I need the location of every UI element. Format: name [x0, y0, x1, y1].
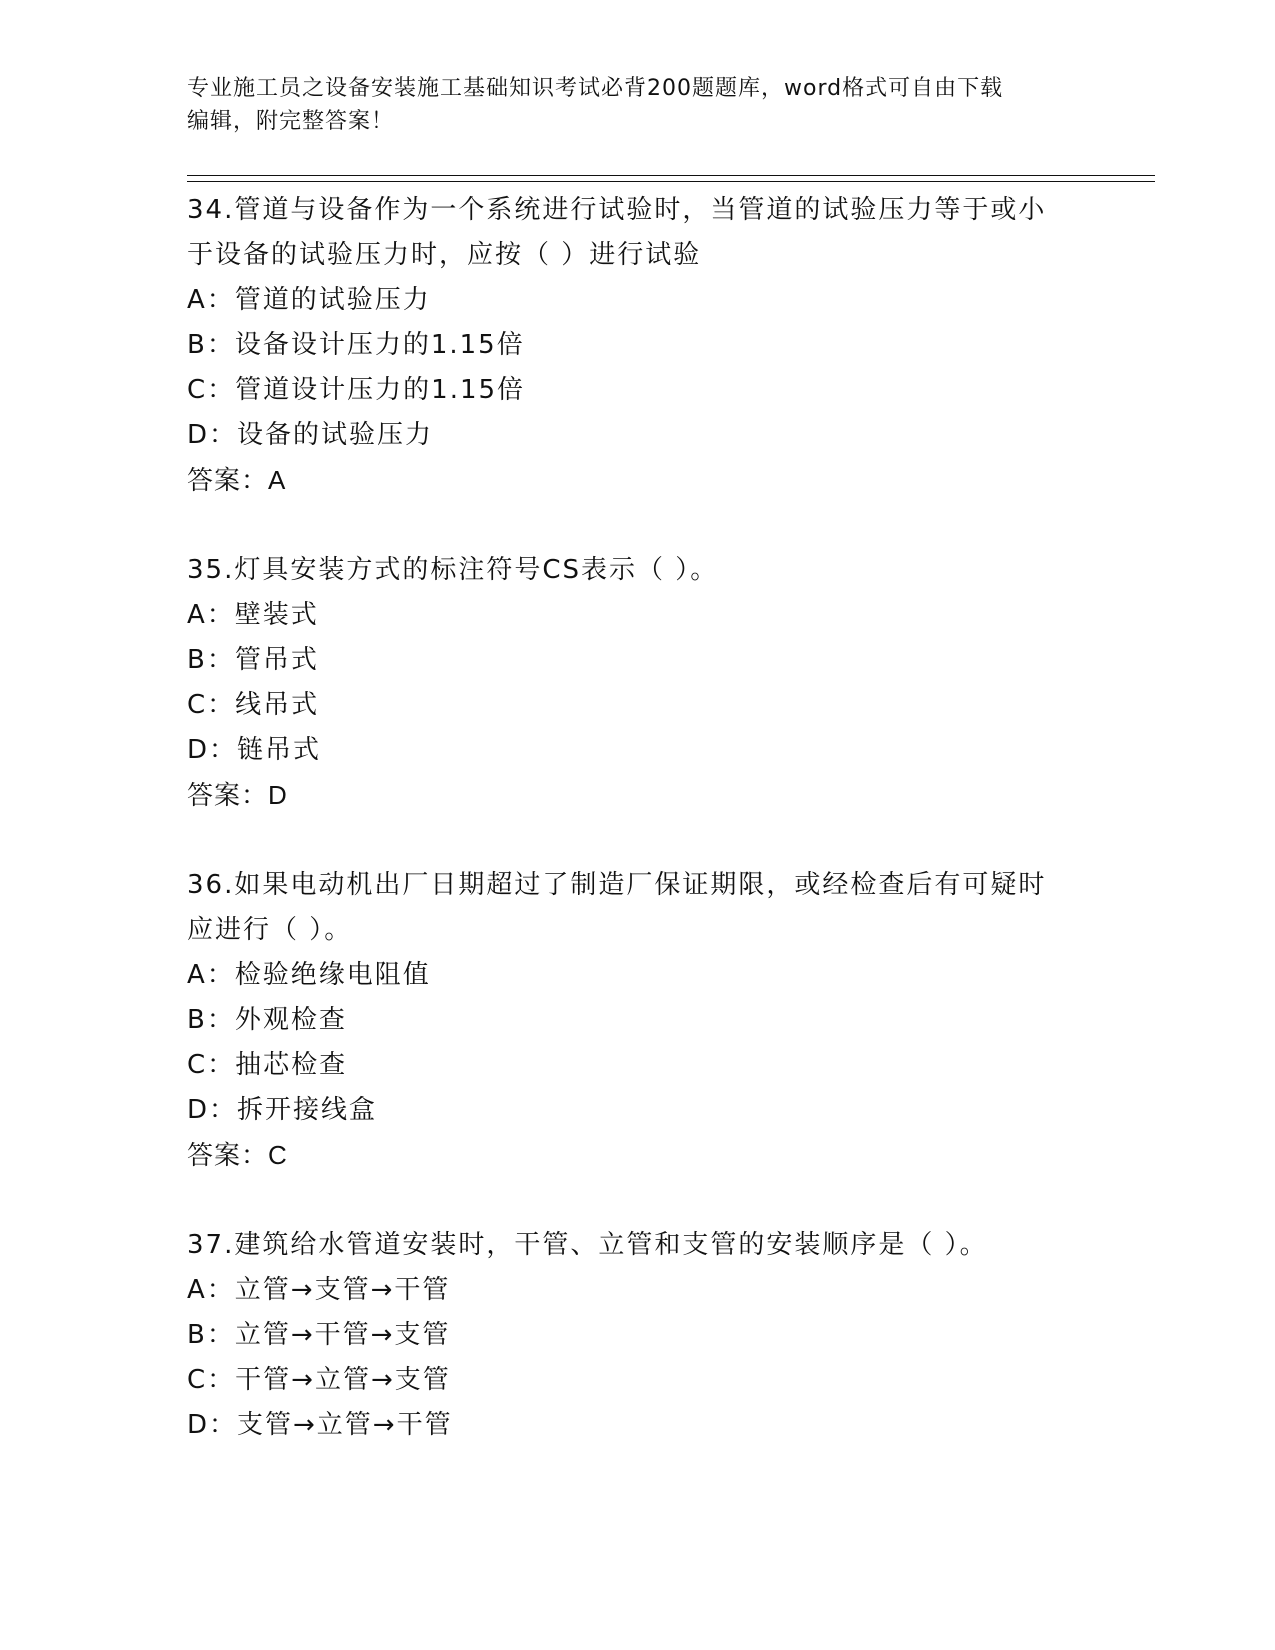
question-stem: 35.灯具安装方式的标注符号CS表示（ ）。: [187, 555, 719, 585]
option-d: D：链吊式: [187, 735, 322, 765]
option-d: D：设备的试验压力: [187, 420, 434, 450]
question-stem: 37.建筑给水管道安装时，干管、立管和支管的安装顺序是（ ）。: [187, 1230, 988, 1260]
option-b: B：设备设计压力的1.15倍: [187, 330, 525, 360]
option-a: A：立管→支管→干管: [187, 1275, 451, 1305]
option-c: C：抽芯检查: [187, 1050, 348, 1080]
document-header: [187, 72, 1067, 138]
answer: 答案：A: [187, 465, 287, 495]
option-d: D：拆开接线盒: [187, 1095, 378, 1125]
answer: 答案：C: [187, 1140, 288, 1170]
answer: 答案：D: [187, 780, 288, 810]
question-spacer: [187, 818, 1087, 863]
option-b: B：外观检查: [187, 1005, 347, 1035]
option-a: A：壁装式: [187, 600, 319, 630]
option-c: C：线吊式: [187, 690, 320, 720]
question-list: [187, 188, 1087, 1448]
option-c: C：管道设计压力的1.15倍: [187, 375, 526, 405]
question-36: [187, 863, 1087, 1178]
option-c: C：干管→立管→支管: [187, 1365, 451, 1395]
question-stem-continued: 应进行（ ）。: [187, 915, 353, 945]
header-divider-top: [187, 175, 1155, 176]
header-divider-bottom: [187, 181, 1155, 182]
option-d: D：支管→立管→干管: [187, 1410, 453, 1440]
option-b: B：立管→干管→支管: [187, 1320, 451, 1350]
question-spacer: [187, 503, 1087, 548]
option-a: A：管道的试验压力: [187, 285, 431, 315]
question-stem: 34.管道与设备作为一个系统进行试验时，当管道的试验压力等于或小: [187, 195, 1047, 225]
option-b: B：管吊式: [187, 645, 319, 675]
question-stem-continued: 于设备的试验压力时，应按（ ）进行试验: [187, 240, 702, 270]
question-37: [187, 1223, 1087, 1448]
question-34: [187, 188, 1087, 503]
question-35: [187, 548, 1087, 818]
question-spacer: [187, 1178, 1087, 1223]
header-line-1: 专业施工员之设备安装施工基础知识考试必背200题题库，word格式可自由下载: [187, 76, 1004, 101]
header-line-2: 编辑，附完整答案！: [187, 109, 395, 134]
question-stem: 36.如果电动机出厂日期超过了制造厂保证期限，或经检查后有可疑时: [187, 870, 1047, 900]
option-a: A：检验绝缘电阻值: [187, 960, 431, 990]
